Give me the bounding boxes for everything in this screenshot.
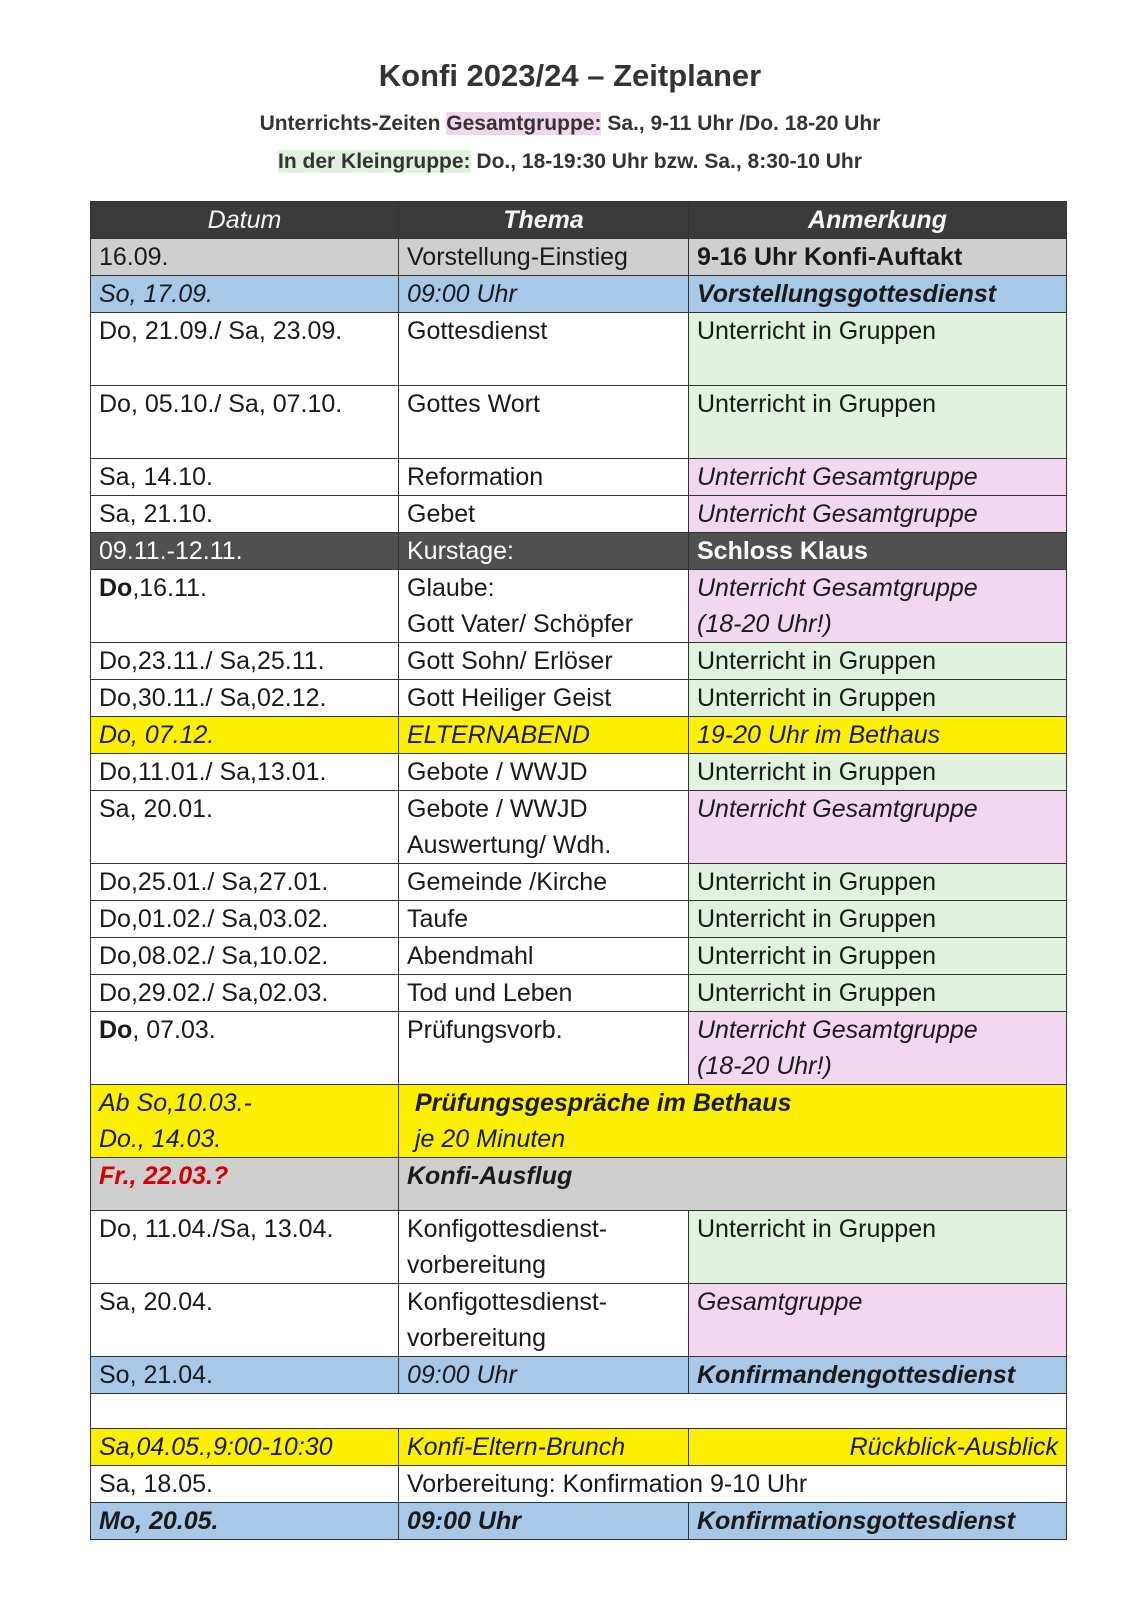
cell-datum: Do,30.11./ Sa,02.12. — [91, 680, 399, 717]
thema-line-2: Gott Vater/ Schöpfer — [407, 610, 634, 638]
table-row — [91, 459, 1067, 496]
cell-anmerkung: Unterricht in Gruppen — [689, 975, 1067, 1012]
table-row — [91, 1158, 1067, 1211]
datum-rest: , 07.03. — [132, 1016, 216, 1044]
cell-anmerkung: Schloss Klaus — [689, 533, 1067, 570]
table-row — [91, 1085, 1067, 1158]
datum-line-2: Do., 14.03. — [99, 1125, 222, 1153]
cell-thema: 09:00 Uhr — [399, 1357, 689, 1394]
cell-anmerkung: Unterricht Gesamtgruppe — [689, 791, 1067, 864]
cell-thema: Gebet — [399, 496, 689, 533]
thema-line-1: Gebote / WWJD — [407, 795, 588, 823]
thema-line-2: Auswertung/ Wdh. — [407, 831, 612, 859]
cell-thema: Prüfungsvorb. — [399, 1012, 689, 1085]
thema-line-1: Konfigottesdienst- — [407, 1215, 608, 1243]
cell-anmerkung: Unterricht in Gruppen — [689, 754, 1067, 791]
cell-thema: Gemeinde /Kirche — [399, 864, 689, 901]
schedule-times-line — [0, 112, 1140, 136]
table-row — [91, 901, 1067, 938]
cell-thema — [399, 1284, 689, 1357]
cell-thema: 09:00 Uhr — [399, 1503, 689, 1540]
cell-thema: Taufe — [399, 901, 689, 938]
schedule-table — [90, 201, 1067, 1540]
cell-datum: Sa, 20.01. — [91, 791, 399, 864]
table-row — [91, 386, 1067, 459]
table-row — [91, 864, 1067, 901]
table-row — [91, 313, 1067, 386]
cell-datum: Do, 05.10./ Sa, 07.10. — [91, 386, 399, 459]
table-header-row — [91, 202, 1067, 239]
cell-datum — [91, 1012, 399, 1085]
table-row — [91, 1284, 1067, 1357]
cell-anmerkung: Unterricht in Gruppen — [689, 643, 1067, 680]
column-header-anmerkung: Anmerkung — [689, 202, 1067, 239]
thema-line-2: vorbereitung — [407, 1324, 546, 1352]
table-row — [91, 496, 1067, 533]
cell-thema: Konfi-Ausflug — [399, 1158, 1067, 1211]
cell-anmerkung: Vorstellungsgottesdienst — [689, 276, 1067, 313]
table-row — [91, 1503, 1067, 1540]
cell-thema: Gebote / WWJD — [399, 754, 689, 791]
cell-anmerkung: Unterricht in Gruppen — [689, 313, 1067, 386]
cell-thema: Reformation — [399, 459, 689, 496]
cell-thema: ELTERNABEND — [399, 717, 689, 754]
cell-thema: Gottes Wort — [399, 386, 689, 459]
cell-thema: Konfi-Eltern-Brunch — [399, 1429, 689, 1466]
table-row — [91, 717, 1067, 754]
table-row — [91, 791, 1067, 864]
table-row — [91, 754, 1067, 791]
cell-thema: 09:00 Uhr — [399, 276, 689, 313]
anmerkung-line-1: Unterricht Gesamtgruppe — [697, 1016, 978, 1044]
cell-datum — [91, 1085, 399, 1158]
cell-datum: Do,01.02./ Sa,03.02. — [91, 901, 399, 938]
cell-anmerkung: Unterricht Gesamtgruppe — [689, 459, 1067, 496]
cell-thema: Vorbereitung: Konfirmation 9-10 Uhr — [399, 1466, 1067, 1503]
table-row — [91, 643, 1067, 680]
cell-datum: Sa, 14.10. — [91, 459, 399, 496]
page-title: Konfi 2023/24 – Zeitplaner — [378, 58, 762, 93]
cell-datum: Sa, 21.10. — [91, 496, 399, 533]
cell-anmerkung: Unterricht in Gruppen — [689, 386, 1067, 459]
cell-datum — [91, 570, 399, 643]
cell-datum: So, 21.04. — [91, 1357, 399, 1394]
cell-anmerkung: 9-16 Uhr Konfi-Auftakt — [689, 239, 1067, 276]
thema-line-1: Glaube: — [407, 574, 495, 602]
times-prefix: Unterrichts-Zeiten — [259, 112, 441, 135]
cell-anmerkung — [689, 1012, 1067, 1085]
datum-rest: ,16.11. — [132, 574, 207, 602]
cell-anmerkung: Unterricht in Gruppen — [689, 1211, 1067, 1284]
column-header-thema: Thema — [399, 202, 689, 239]
column-header-datum: Datum — [91, 202, 399, 239]
cell-anmerkung: Gesamtgruppe — [689, 1284, 1067, 1357]
cell-datum: Do, 11.04./Sa, 13.04. — [91, 1211, 399, 1284]
thema-line-2: vorbereitung — [407, 1251, 546, 1279]
table-row — [91, 975, 1067, 1012]
cell-anmerkung: Konfirmandengottesdienst — [689, 1357, 1067, 1394]
table-row — [91, 680, 1067, 717]
table-row — [91, 276, 1067, 313]
cell-anmerkung: Rückblick-Ausblick — [689, 1429, 1067, 1466]
cell-anmerkung — [689, 570, 1067, 643]
thema-line-2: je 20 Minuten — [415, 1125, 566, 1153]
cell-datum: Sa, 20.04. — [91, 1284, 399, 1357]
anmerkung-line-1: Unterricht Gesamtgruppe — [697, 574, 978, 602]
gesamtgruppe-times: Sa., 9-11 Uhr /Do. 18-20 Uhr — [607, 112, 881, 135]
cell-thema: Gott Sohn/ Erlöser — [399, 643, 689, 680]
cell-anmerkung: Unterricht in Gruppen — [689, 680, 1067, 717]
cell-datum: Do, 07.12. — [91, 717, 399, 754]
cell-datum: Do, 21.09./ Sa, 23.09. — [91, 313, 399, 386]
cell-datum: Do,08.02./ Sa,10.02. — [91, 938, 399, 975]
cell-thema: Tod und Leben — [399, 975, 689, 1012]
cell-thema — [399, 570, 689, 643]
table-row — [91, 1357, 1067, 1394]
cell-datum: 09.11.-12.11. — [91, 533, 399, 570]
gesamtgruppe-label: Gesamtgruppe: — [446, 112, 602, 135]
cell-datum: Do,29.02./ Sa,02.03. — [91, 975, 399, 1012]
table-row — [91, 1211, 1067, 1284]
table-row — [91, 239, 1067, 276]
cell-datum: Sa,04.05.,9:00-10:30 — [91, 1429, 399, 1466]
cell-datum: So, 17.09. — [91, 276, 399, 313]
cell-thema: Vorstellung-Einstieg — [399, 239, 689, 276]
cell-anmerkung: 19-20 Uhr im Bethaus — [689, 717, 1067, 754]
table-row — [91, 1429, 1067, 1466]
cell-datum: Do,23.11./ Sa,25.11. — [91, 643, 399, 680]
cell-thema — [399, 1085, 1067, 1158]
cell-datum: Fr., 22.03.? — [91, 1158, 399, 1211]
cell-datum: Do,25.01./ Sa,27.01. — [91, 864, 399, 901]
cell-anmerkung: Unterricht in Gruppen — [689, 901, 1067, 938]
kleingruppe-times: Do., 18-19:30 Uhr bzw. Sa., 8:30-10 Uhr — [476, 150, 862, 173]
table-row — [91, 938, 1067, 975]
anmerkung-line-2: (18-20 Uhr!) — [697, 1052, 832, 1080]
cell-thema — [399, 1211, 689, 1284]
datum-line-1: Ab So,10.03.- — [99, 1089, 252, 1117]
cell-datum: Do,11.01./ Sa,13.01. — [91, 754, 399, 791]
table-row — [91, 1466, 1067, 1503]
table-row — [91, 533, 1067, 570]
cell-anmerkung: Konfirmationsgottesdienst — [689, 1503, 1067, 1540]
thema-line-1: Konfigottesdienst- — [407, 1288, 608, 1316]
cell-anmerkung: Unterricht in Gruppen — [689, 938, 1067, 975]
cell-datum: 16.09. — [91, 239, 399, 276]
empty-row — [91, 1394, 1067, 1429]
table-row — [91, 1012, 1067, 1085]
kleingruppe-line — [0, 150, 1140, 174]
cell-thema: Kurstage: — [399, 533, 689, 570]
cell-datum: Sa, 18.05. — [91, 1466, 399, 1503]
datum-bold-prefix: Do — [99, 574, 133, 602]
cell-thema: Gott Heiliger Geist — [399, 680, 689, 717]
kleingruppe-label: In der Kleingruppe: — [278, 150, 471, 173]
cell-datum: Mo, 20.05. — [91, 1503, 399, 1540]
thema-line-1: Prüfungsgespräche im Bethaus — [415, 1089, 792, 1117]
datum-bold-prefix: Do — [99, 1016, 133, 1044]
anmerkung-line-2: (18-20 Uhr!) — [697, 610, 832, 638]
cell-thema: Abendmahl — [399, 938, 689, 975]
empty-cell — [91, 1394, 1067, 1429]
cell-thema: Gottesdienst — [399, 313, 689, 386]
table-row — [91, 570, 1067, 643]
cell-anmerkung: Unterricht in Gruppen — [689, 864, 1067, 901]
cell-thema — [399, 791, 689, 864]
cell-anmerkung: Unterricht Gesamtgruppe — [689, 496, 1067, 533]
